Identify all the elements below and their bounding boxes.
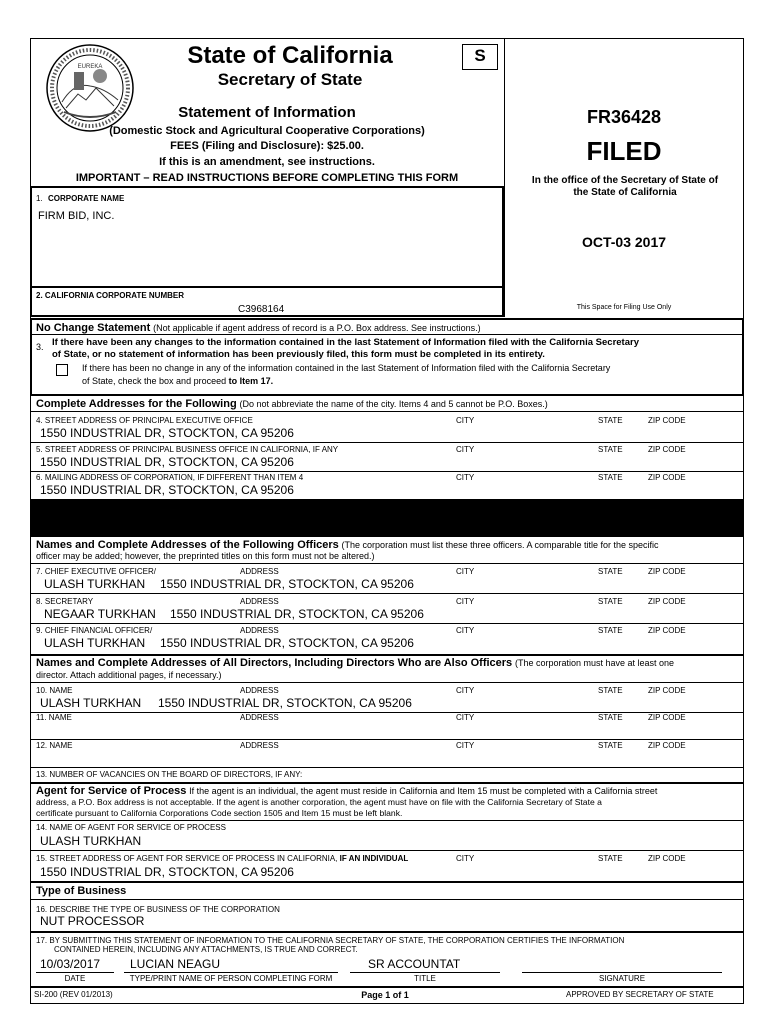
agent-name-rule: [30, 850, 744, 851]
officer-row-zip-label: ZIP CODE: [648, 626, 686, 635]
directors-heading: [36, 657, 674, 670]
agent-zip-label: ZIP CODE: [648, 854, 686, 863]
name-label: TYPE/PRINT NAME OF PERSON COMPLETING FORM: [129, 974, 333, 983]
director-row-city-label: CITY: [456, 713, 475, 722]
signature-line: [522, 972, 722, 973]
officers-title: Names and Complete Addresses of the Following Officers: [36, 539, 339, 551]
agent-address-label: [36, 854, 408, 864]
page-number: Page 1 of 1: [361, 990, 409, 1000]
addresses-title: Complete Addresses for the Following: [36, 398, 237, 410]
no-change-checkbox[interactable]: [56, 364, 68, 376]
director-row-state-label: STATE: [598, 686, 623, 695]
officer-row-address: 1550 INDUSTRIAL DR, STOCKTON, CA 95206: [160, 636, 414, 650]
officer-row-rule: [30, 593, 744, 594]
agent-state-label: STATE: [598, 854, 623, 863]
agent-note3: certificate pursuant to California Corporations Code section 1505 and Item 15 must be left blank.: [36, 808, 403, 818]
item3-line2: of State, or no statement of information has been previously filed, this form must be completed in its entirety.: [52, 349, 545, 360]
address-row-value: 1550 INDUSTRIAL DR, STOCKTON, CA 95206: [40, 426, 294, 440]
certification-name: LUCIAN NEAGU: [130, 957, 221, 971]
vacancies-rule: [30, 782, 744, 784]
form-revision: SI-200 (REV 01/2013): [34, 990, 113, 999]
approved-note: APPROVED BY SECRETARY OF STATE: [566, 990, 714, 999]
agent-address-value: 1550 INDUSTRIAL DR, STOCKTON, CA 95206: [40, 865, 294, 879]
director-row-address: 1550 INDUSTRIAL DR, STOCKTON, CA 95206: [158, 696, 412, 710]
officers-note2: officer may be added; however, the preprinted titles on this form must not be altered.): [36, 551, 375, 561]
form-subtitle: (Domestic Stock and Agricultural Cooperative Corporations): [109, 125, 425, 137]
item3-number: 3.: [36, 342, 44, 352]
agent-city-label: CITY: [456, 854, 475, 863]
date-line: [36, 972, 114, 973]
directors-title: Names and Complete Addresses of All Directors, Including Directors Who are Also Officers: [36, 657, 513, 669]
no-change-rule: [30, 334, 744, 335]
agent-address-label-text: 15. STREET ADDRESS OF AGENT FOR SERVICE OF PROCESS IN CALIFORNIA,: [36, 854, 338, 863]
item3-line1: If there have been any changes to the information contained in the last Statement of Information filed with the California Secretary: [52, 337, 639, 348]
address-row-value: 1550 INDUSTRIAL DR, STOCKTON, CA 95206: [40, 455, 294, 469]
officers-note1: (The corporation must list these three officers. A comparable title for the specific: [341, 540, 659, 550]
important-line: IMPORTANT – READ INSTRUCTIONS BEFORE COMPLETING THIS FORM: [75, 172, 459, 184]
officer-row-address: 1550 INDUSTRIAL DR, STOCKTON, CA 95206: [170, 607, 424, 621]
address-row-label: 5. STREET ADDRESS OF PRINCIPAL BUSINESS OFFICE IN CALIFORNIA, IF ANY: [36, 445, 339, 454]
no-change-title: No Change Statement: [36, 322, 151, 334]
fees-line: FEES (Filing and Disclosure): $25.00.: [170, 140, 364, 152]
item2-label: 2. CALIFORNIA CORPORATE NUMBER: [36, 291, 184, 300]
officers-rule: [30, 563, 744, 564]
director-row-rule: [30, 712, 744, 713]
title-line: [350, 972, 500, 973]
form-title: Statement of Information: [178, 104, 356, 121]
officer-row-label: 8. SECRETARY: [36, 597, 94, 606]
business-title: Type of Business: [36, 885, 127, 897]
officer-row-address-label: ADDRESS: [240, 567, 279, 576]
director-row-label: 10. NAME: [36, 686, 73, 695]
agent-note2: address, a P.O. Box address is not acceptable. If the agent is another corporation, the agent must have on file with the California Secretary of State a: [36, 797, 602, 807]
address-row-city-label: CITY: [456, 445, 475, 454]
item3-check-line2: [82, 375, 273, 387]
officer-row-city-label: CITY: [456, 597, 475, 606]
item1-label: CORPORATE NAME: [48, 194, 125, 203]
officer-row-address: 1550 INDUSTRIAL DR, STOCKTON, CA 95206: [160, 577, 414, 591]
agent-name-value: ULASH TURKHAN: [40, 834, 142, 848]
corporate-name-value: FIRM BID, INC.: [38, 210, 115, 222]
business-rule: [30, 899, 744, 900]
directors-note2: director. Attach additional pages, if necessary.): [36, 670, 222, 680]
corporate-number-value: C3968164: [238, 304, 285, 315]
officer-row-address-label: ADDRESS: [240, 626, 279, 635]
director-row-state-label: STATE: [598, 713, 623, 722]
agent-address-rule: [30, 881, 744, 883]
director-row-zip-label: ZIP CODE: [648, 741, 686, 750]
director-row-zip-label: ZIP CODE: [648, 686, 686, 695]
officer-row-zip-label: ZIP CODE: [648, 567, 686, 576]
director-row-address-label: ADDRESS: [240, 713, 279, 722]
address-row-state-label: STATE: [598, 445, 623, 454]
director-row-label: 11. NAME: [36, 713, 72, 722]
item3-check-text: of State, check the box and proceed: [82, 376, 227, 386]
officer-row-name: ULASH TURKHAN: [44, 636, 146, 650]
filing-number: FR36428: [586, 107, 662, 127]
svg-text:EUREKA: EUREKA: [77, 64, 103, 70]
addresses-heading: [36, 398, 548, 411]
vacancies-label: 13. NUMBER OF VACANCIES ON THE BOARD OF DIRECTORS, IF ANY:: [36, 770, 303, 779]
address-row-rule: [30, 471, 744, 472]
officer-row-name: ULASH TURKHAN: [44, 577, 146, 591]
address-row-label: 6. MAILING ADDRESS OF CORPORATION, IF DIFFERENT THAN ITEM 4: [36, 473, 304, 482]
officer-row-label: 9. CHIEF FINANCIAL OFFICER/: [36, 626, 153, 635]
item1-number: 1.: [36, 194, 43, 203]
directors-note1: (The corporation must have at least one: [514, 658, 675, 668]
business-heading: [36, 885, 126, 898]
officer-row-state-label: STATE: [598, 597, 623, 606]
certification-title: SR ACCOUNTAT: [368, 957, 461, 971]
agent-address-label-bold: IF AN INDIVIDUAL: [339, 854, 409, 863]
form-letter-box: S: [462, 44, 498, 70]
officer-row-name: NEGAAR TURKHAN: [44, 607, 156, 621]
business-value-rule: [30, 931, 744, 933]
item3-check-line1: If there has been no change in any of the information contained in the last Statement of Information filed with the California Secretary: [82, 363, 611, 373]
director-row-rule: [30, 739, 744, 740]
director-row-city-label: CITY: [456, 686, 475, 695]
filed-stamp: FILED: [586, 136, 662, 166]
director-row-rule: [30, 767, 744, 768]
officer-row-zip-label: ZIP CODE: [648, 597, 686, 606]
item1-divider: [30, 286, 504, 288]
signature-label: SIGNATURE: [598, 974, 646, 983]
address-row-label: 4. STREET ADDRESS OF PRINCIPAL EXECUTIVE OFFICE: [36, 416, 253, 425]
agent-title: Agent for Service of Process: [36, 785, 187, 797]
agent-note1: If the agent is an individual, the agent must reside in California and Item 15 must be completed with a California street: [189, 786, 658, 796]
address-row-city-label: CITY: [456, 416, 475, 425]
officer-row-label: 7. CHIEF EXECUTIVE OFFICER/: [36, 567, 157, 576]
redacted-bar: [30, 499, 744, 537]
filing-date: OCT-03 2017: [581, 234, 667, 250]
address-row-rule: [30, 442, 744, 443]
agent-name-label: 14. NAME OF AGENT FOR SERVICE OF PROCESS: [36, 823, 226, 832]
address-row-zip-label: ZIP CODE: [648, 416, 686, 425]
address-row-city-label: CITY: [456, 473, 475, 482]
director-row-city-label: CITY: [456, 741, 475, 750]
business-label: 16. DESCRIBE THE TYPE OF BUSINESS OF THE CORPORATION: [36, 905, 280, 914]
filing-divider: [504, 38, 505, 317]
address-row-state-label: STATE: [598, 473, 623, 482]
certification-date: 10/03/2017: [40, 957, 101, 971]
addresses-rule: [30, 411, 744, 412]
director-row-state-label: STATE: [598, 741, 623, 750]
directors-top-rule: [30, 654, 744, 656]
addresses-note: (Do not abbreviate the name of the city. Items 4 and 5 cannot be P.O. Boxes.): [239, 399, 548, 409]
agent-rule: [30, 820, 744, 821]
director-row-zip-label: ZIP CODE: [648, 713, 686, 722]
certification-line2: CONTAINED HEREIN, INCLUDING ANY ATTACHMENTS, IS TRUE AND CORRECT.: [54, 945, 358, 954]
directors-rule: [30, 682, 744, 683]
business-value: NUT PROCESSOR: [40, 914, 145, 928]
address-row-state-label: STATE: [598, 416, 623, 425]
date-label: DATE: [64, 974, 86, 983]
amendment-line: If this is an amendment, see instructions.: [159, 156, 375, 168]
footer-rule: [30, 986, 744, 988]
title-label: TITLE: [414, 974, 436, 983]
address-row-zip-label: ZIP CODE: [648, 473, 686, 482]
director-row-name: ULASH TURKHAN: [40, 696, 142, 710]
director-row-address-label: ADDRESS: [240, 741, 279, 750]
page-subtitle: Secretary of State: [217, 70, 363, 89]
address-row-value: 1550 INDUSTRIAL DR, STOCKTON, CA 95206: [40, 483, 294, 497]
officer-row-rule: [30, 623, 744, 624]
officer-row-address-label: ADDRESS: [240, 597, 279, 606]
no-change-note: (Not applicable if agent address of record is a P.O. Box address. See instructions.): [153, 323, 481, 333]
director-row-address-label: ADDRESS: [240, 686, 279, 695]
filing-office-note: In the office of the Secretary of State of the State of California: [531, 175, 719, 198]
page-title: State of California: [187, 42, 393, 69]
officer-row-city-label: CITY: [456, 567, 475, 576]
item3-proceed: to Item 17.: [228, 376, 274, 386]
officer-row-state-label: STATE: [598, 626, 623, 635]
director-row-label: 12. NAME: [36, 741, 73, 750]
officer-row-city-label: CITY: [456, 626, 475, 635]
address-row-zip-label: ZIP CODE: [648, 445, 686, 454]
certification-line1: 17. BY SUBMITTING THIS STATEMENT OF INFORMATION TO THE CALIFORNIA SECRETARY OF STATE, THE CORPORATION CERTIFIES THE INFORMATION: [36, 936, 625, 945]
name-line: [124, 972, 338, 973]
officer-row-state-label: STATE: [598, 567, 623, 576]
filing-space-note: This Space for Filing Use Only: [576, 304, 672, 311]
